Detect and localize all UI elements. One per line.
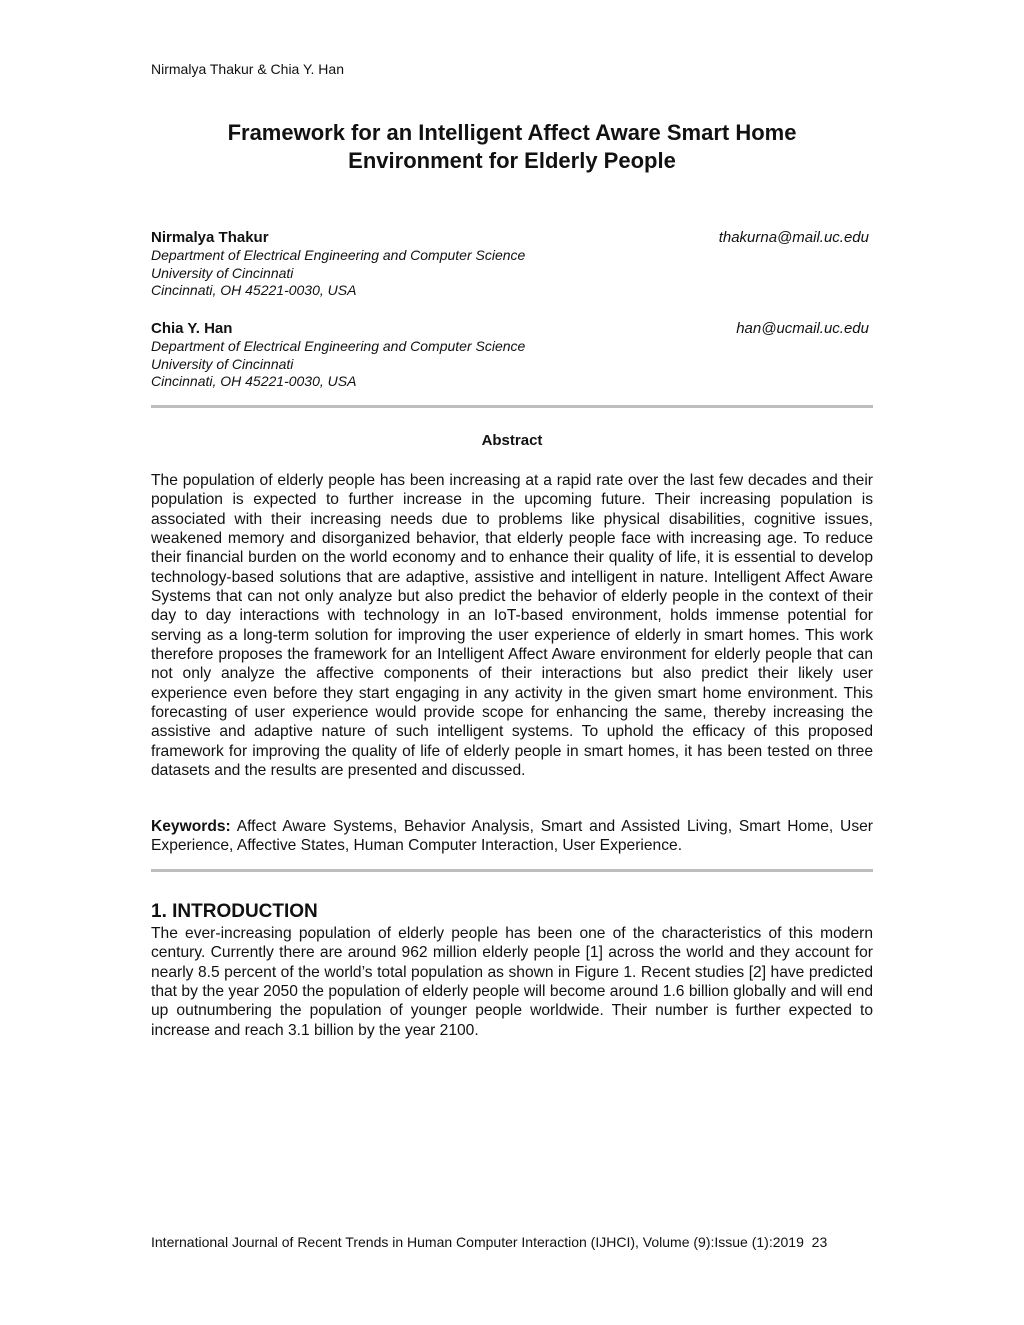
author-email[interactable]: han@ucmail.uc.edu [736,320,869,337]
author-block-2 [151,320,873,391]
divider-rule [151,869,873,872]
author-address: Cincinnati, OH 45221-0030, USA [151,373,357,389]
introduction-text: The ever-increasing population of elderly people has been one of the characteristics of this modern century. Currently there are around 962 million elderly people [1] across the world and they account for nearly 8.5 percent of the world’s total population as shown in Figure 1. Recent studies [2] have predicted that by the year 2050 the population of elderly people will become around 1.6 billion globally and will end up outnumbering the population of younger people worldwide. Their number is further expected to increase and reach 3.1 billion by the year 2100. [151,925,873,1039]
keywords-paragraph [151,817,873,856]
section-heading-introduction: 1. INTRODUCTION [151,901,318,922]
page-number: 23 [811,1234,828,1250]
author-department: Department of Electrical Engineering and Computer Science [151,247,526,263]
author-university: University of Cincinnati [151,355,294,372]
title-line-1: Framework for an Intelligent Affect Aware Smart Home [227,120,797,145]
abstract-text: The population of elderly people has been increasing at a rapid rate over the last few decades and their population is expected to further increase in the upcoming future. Their increasing population is associated with their increasing needs due to problems like physical disabilities, cognitive issues, weakened memory and disorganized behavior, that elderly people face with increasing age. To reduce their financial burden on the world economy and to enhance their quality of life, it is essential to develop technology-based solutions that are adaptive, assistive and intelligent in nature. Intelligent Affect Aware Systems that can not only analyze but also predict the behavior of elderly people in the context of their day to day interactions with technology in an IoT-based environment, holds immense potential for serving as a long-term solution for improving the user experience of elderly in smart homes. This work therefore proposes the framework for an Intelligent Affect Aware environment for elderly people that can not only analyze the affective components of their interactions but also predict their likely user experience even before they start engaging in any activity in the given smart home environment. This forecasting of user experience would provide scope for enhancing the same, thereby increasing the assistive and adaptive nature of such intelligent systems. To uphold the efficacy of this proposed framework for improving the quality of life of elderly people in smart homes, it has been tested on three datasets and the results are presented and discussed. [151,472,873,780]
divider-rule [151,405,873,408]
running-head: Nirmalya Thakur & Chia Y. Han [151,61,344,77]
paper-title [151,119,873,175]
author-block-1 [151,229,873,300]
abstract-heading: Abstract [481,432,543,449]
keywords-label: Keywords: [151,818,231,835]
author-university: University of Cincinnati [151,264,294,281]
title-line-2: Environment for Elderly People [348,148,676,173]
author-name: Nirmalya Thakur [151,229,269,246]
author-department: Department of Electrical Engineering and Computer Science [151,338,526,354]
journal-citation: International Journal of Recent Trends in Human Computer Interaction (IJHCI), Volume (9):Issue (1):2019 [151,1234,804,1250]
author-email[interactable]: thakurna@mail.uc.edu [718,229,869,246]
page-footer [151,1234,882,1250]
author-address: Cincinnati, OH 45221-0030, USA [151,282,357,298]
keywords-text: Affect Aware Systems, Behavior Analysis, Smart and Assisted Living, Smart Home, User Experience, Affective States, Human Computer Interaction, User Experience. [151,818,873,855]
author-name: Chia Y. Han [151,320,233,337]
